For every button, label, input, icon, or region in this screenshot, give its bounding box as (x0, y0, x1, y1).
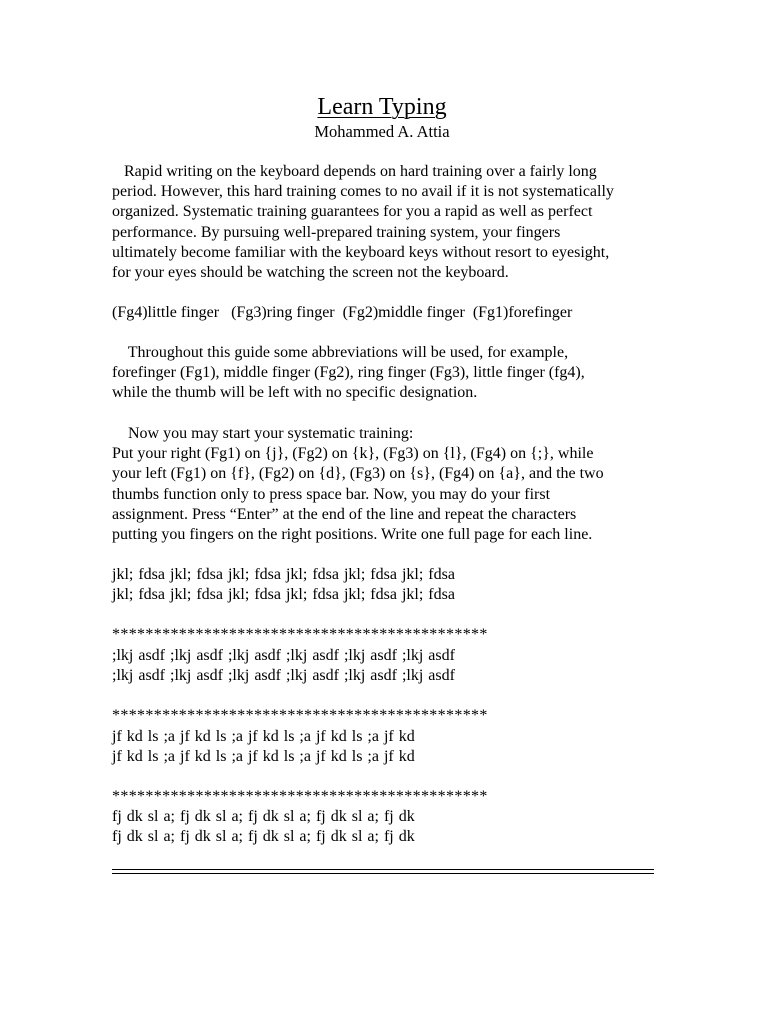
document-author: Mohammed A. Attia (314, 122, 450, 141)
separator-line: ********************************************* (112, 626, 488, 643)
document-title: Learn Typing (317, 94, 447, 120)
separator-line: ********************************************* (112, 788, 488, 805)
drill-block-3 (112, 727, 657, 767)
training-paragraph (112, 424, 657, 545)
training-line: Put your right (Fg1) on {j}, (Fg2) on {k}, (Fg3) on {l}, (Fg4) on {;}, while (112, 445, 594, 463)
drill-line: jf kd ls ;a jf kd ls ;a jf kd ls ;a jf kd ls ;a jf kd (112, 728, 415, 745)
training-line: thumbs function only to press space bar. Now, you may do your first (112, 485, 551, 503)
footer-rule-top (112, 869, 654, 870)
abbreviation-paragraph (112, 343, 657, 404)
intro-line: period. However, this hard training comes to no avail if it is not systematically (112, 183, 614, 201)
intro-line: Rapid writing on the keyboard depends on hard training over a fairly long (112, 163, 597, 180)
abbrev-line: Throughout this guide some abbreviations will be used, for example, (112, 344, 569, 361)
drill-line: fj dk sl a; fj dk sl a; fj dk sl a; fj dk sl a; fj dk (112, 828, 415, 846)
training-line: your left (Fg1) on {f}, (Fg2) on {d}, (Fg3) on {s}, (Fg4) on {a}, and the two (112, 465, 604, 483)
abbrev-line: forefinger (Fg1), middle finger (Fg2), ring finger (Fg3), little finger (fg4), (112, 364, 585, 382)
footer-rule-bottom (112, 873, 654, 874)
intro-line: ultimately become familiar with the keyboard keys without resort to eyesight, (112, 243, 610, 261)
drill-block-1 (112, 565, 657, 605)
drill-line: jf kd ls ;a jf kd ls ;a jf kd ls ;a jf kd ls ;a jf kd (112, 748, 415, 766)
training-line: putting you fingers on the right positions. Write one full page for each line. (112, 526, 593, 544)
separator-line: ********************************************* (112, 707, 488, 724)
finger-legend (112, 303, 657, 323)
training-line: assignment. Press “Enter” at the end of the line and repeat the characters (112, 505, 577, 523)
drill-line: jkl; fdsa jkl; fdsa jkl; fdsa jkl; fdsa jkl; fdsa jkl; fdsa (112, 586, 455, 604)
drill-line: ;lkj asdf ;lkj asdf ;lkj asdf ;lkj asdf ;lkj asdf ;lkj asdf (112, 667, 455, 685)
drill-block-4 (112, 807, 657, 847)
intro-line: performance. By pursuing well-prepared training system, your fingers (112, 223, 561, 241)
drill-block-2 (112, 646, 657, 686)
intro-paragraph (112, 162, 657, 283)
drill-line: fj dk sl a; fj dk sl a; fj dk sl a; fj dk sl a; fj dk (112, 808, 415, 825)
drill-line: jkl; fdsa jkl; fdsa jkl; fdsa jkl; fdsa jkl; fdsa jkl; fdsa (112, 566, 455, 583)
drill-line: ;lkj asdf ;lkj asdf ;lkj asdf ;lkj asdf ;lkj asdf ;lkj asdf (112, 647, 455, 664)
abbrev-line: while the thumb will be left with no specific designation. (112, 384, 478, 402)
intro-line: for your eyes should be watching the screen not the keyboard. (112, 264, 509, 282)
finger-legend-text: (Fg4)little finger (Fg3)ring finger (Fg2)middle finger (Fg1)forefinger (112, 304, 573, 321)
intro-line: organized. Systematic training guarantees for you a rapid as well as perfect (112, 203, 593, 221)
training-line: Now you may start your systematic training: (112, 425, 414, 442)
